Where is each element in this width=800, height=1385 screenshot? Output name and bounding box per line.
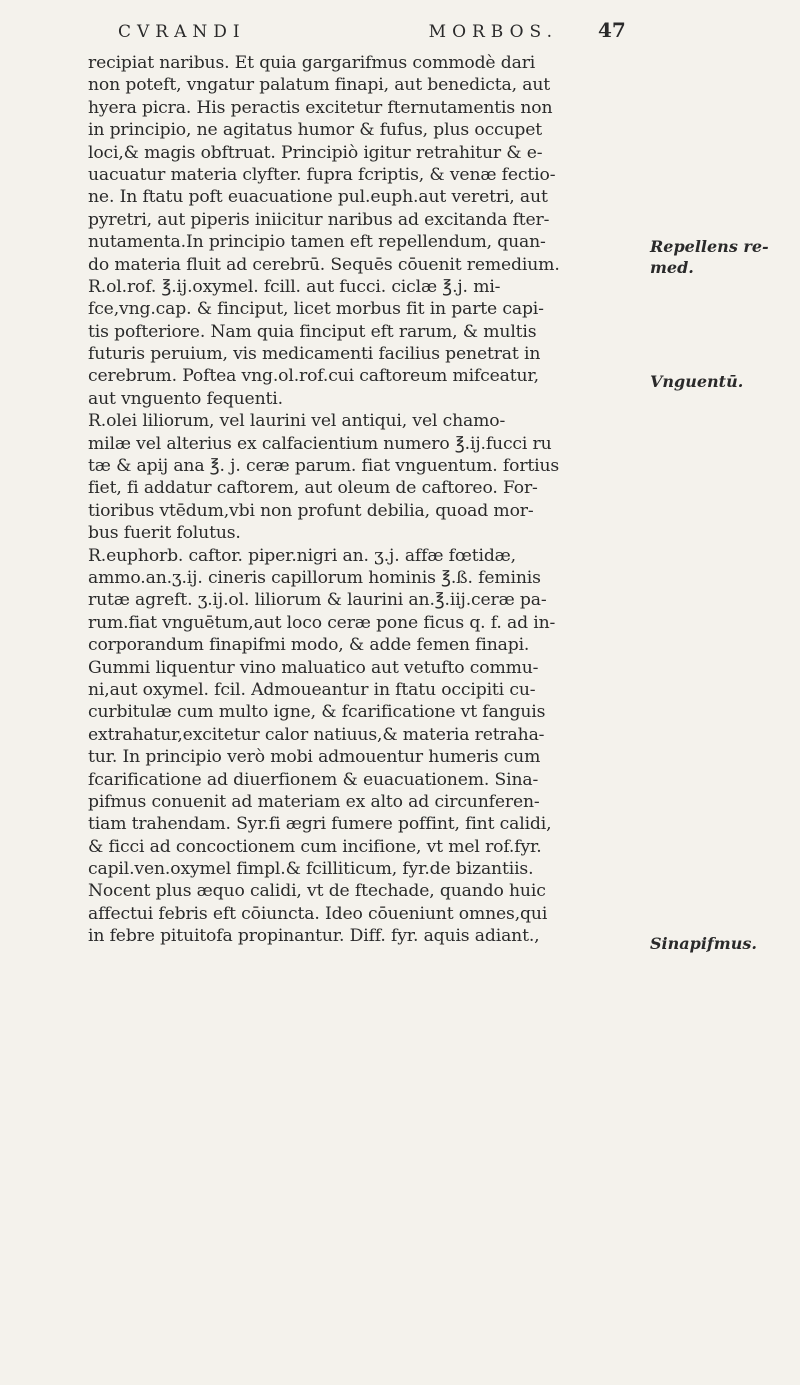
- text-line: aut vnguento fequenti.: [88, 388, 283, 409]
- text-line: pyretri, aut piperis iniicitur naribus ad excitanda fter-: [88, 209, 550, 230]
- text-line: tis pofteriore. Nam quia finciput eft rarum, & multis: [88, 321, 537, 342]
- text-line: R.olei liliorum, vel laurini vel antiqui, vel chamo-: [88, 411, 506, 432]
- text-line: tioribus vtēdum,vbi non profunt debilia, quoad mor-: [88, 500, 534, 521]
- text-line: in principio, ne agitatus humor & fufus, plus occupet: [88, 120, 543, 141]
- running-head-right: MORBOS.: [428, 22, 558, 42]
- text-line: rutæ agreft. ʒ.ij.ol. liliorum & laurini an.℥.iij.ceræ pa-: [88, 590, 547, 611]
- text-line: in febre pituitofa propinantur. Diff. fyr. aquis adiant.,: [88, 926, 540, 947]
- text-line: cerebrum. Poftea vng.ol.rof.cui caftoreum mifceatur,: [88, 366, 539, 387]
- page-number: 47: [598, 18, 626, 42]
- text-line: rum.fiat vnguētum,aut loco ceræ pone ficus q. f. ad in-: [88, 612, 556, 633]
- text-line: ni,aut oxymel. fcil. Admoueantur in ftatu occipiti cu-: [88, 679, 536, 700]
- text-line: Gummi liquentur vino maluatico aut vetufto commu-: [88, 657, 539, 678]
- text-line: ammo.an.ʒ.ij. cineris capillorum hominis ℥.ß. feminis: [88, 567, 541, 588]
- text-line: tur. In principio verò mobi admouentur humeris cum: [88, 747, 541, 768]
- text-line: nutamenta.In principio tamen eft repellendum, quan-: [88, 232, 546, 253]
- text-line: loci,& magis obftruat. Principiò igitur retrahitur & e-: [88, 142, 543, 163]
- text-line: do materia fluit ad cerebrū. Sequēs cōuenit remedium.: [88, 254, 560, 275]
- text-line: pifmus conuenit ad materiam ex alto ad circunferen-: [88, 791, 540, 812]
- running-head-left: CVRANDI: [118, 22, 246, 42]
- text-line: fiet, fi addatur caftorem, aut oleum de caftoreo. For-: [88, 478, 538, 499]
- text-line: hyera picra. His peractis excitetur fternutamentis non: [88, 97, 553, 118]
- text-line: tæ & apij ana ℥. j. ceræ parum. fiat vnguentum. fortius: [88, 456, 560, 477]
- text-line: Nocent plus æquo calidi, vt de ftechade, quando huic: [88, 881, 546, 902]
- text-line: fce,vng.cap. & finciput, licet morbus fit in parte capi-: [88, 299, 544, 320]
- text-line: & ficci ad concoctionem cum incifione, vt mel rof.fyr.: [88, 836, 542, 857]
- text-line: bus fuerit folutus.: [88, 523, 241, 544]
- margin-note-unguentum: Vnguentū.: [650, 372, 744, 391]
- text-line: milæ vel alterius ex calfacientium numero ℥.ij.fucci ru: [88, 433, 552, 454]
- text-line: curbitulæ cum multo igne, & fcarificatione vt fanguis: [88, 702, 546, 723]
- text-line: R.euphorb. caftor. piper.nigri an. ʒ.j. affæ fœtidæ,: [88, 545, 516, 566]
- text-line: tiam trahendam. Syr.fi ægri fumere poffint, fint calidi,: [88, 814, 552, 835]
- margin-note-sinapismus: Sinapifmus.: [650, 934, 757, 953]
- margin-note-med: med.: [650, 258, 694, 277]
- text-line: affectui febris eft cōiuncta. Ideo cōueniunt omnes,qui: [88, 903, 548, 924]
- text-line: corporandum finapifmi modo, & adde femen finapi.: [88, 635, 530, 656]
- text-line: extrahatur,excitetur calor natiuus,& materia retraha-: [88, 724, 545, 745]
- text-line: uacuatur materia clyfter. fupra fcriptis, & venæ fectio-: [88, 164, 556, 185]
- text-line: capil.ven.oxymel fimpl.& fcilliticum, fyr.de bizantiis.: [88, 859, 534, 880]
- text-line: non poteft, vngatur palatum finapi, aut benedicta, aut: [88, 75, 551, 96]
- text-line: futuris peruium, vis medicamenti facilius penetrat in: [88, 344, 541, 365]
- text-line: R.ol.rof. ℥.ij.oxymel. fcill. aut fucci. ciclæ ℥.j. mi-: [88, 276, 501, 297]
- text-line: ne. In ftatu poft euacuatione pul.euph.aut veretri, aut: [88, 187, 548, 208]
- margin-note-repellens: Repellens re-: [650, 237, 769, 256]
- body-text: [88, 52, 648, 948]
- running-head: [118, 22, 558, 42]
- text-line: fcarificatione ad diuerfionem & euacuationem. Sina-: [88, 769, 539, 790]
- text-line: recipiat naribus. Et quia gargarifmus commodè dari: [88, 53, 536, 73]
